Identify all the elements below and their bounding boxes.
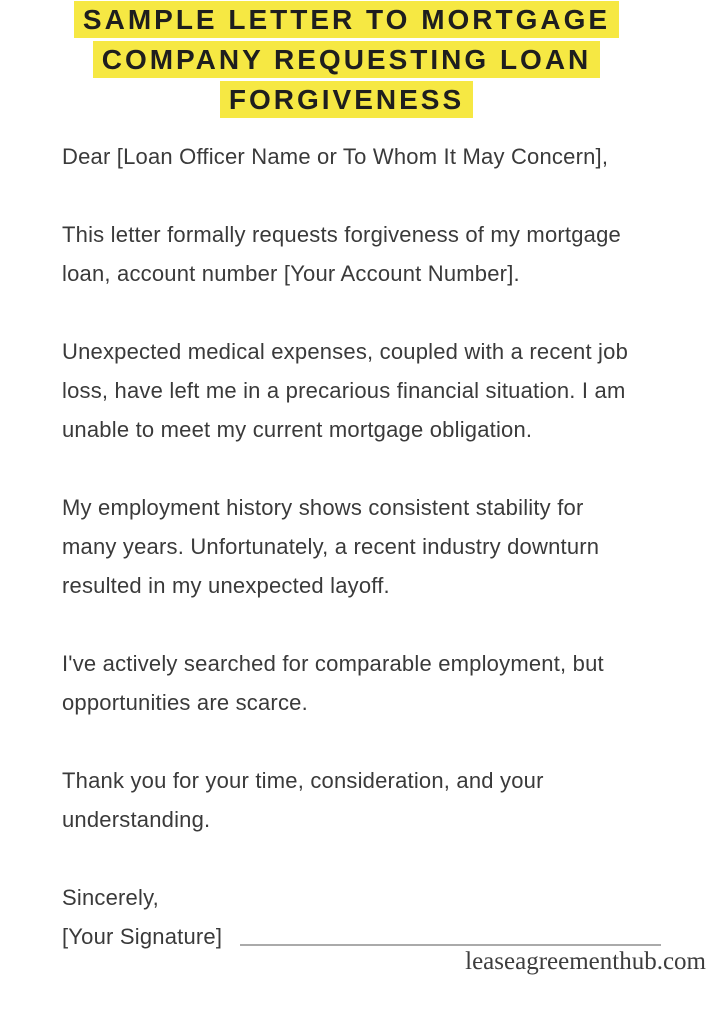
letter-body bbox=[0, 137, 720, 956]
paragraph-employment-history bbox=[62, 488, 720, 605]
salutation-line: Dear [Loan Officer Name or To Whom It May Concern], bbox=[62, 144, 609, 169]
paragraph-line: My employment history shows consistent stability for bbox=[62, 495, 584, 520]
signature-line-rule bbox=[240, 944, 661, 946]
paragraph-line: unable to meet my current mortgage obligation. bbox=[62, 417, 533, 442]
letter-title bbox=[0, 0, 693, 120]
paragraph-line: Thank you for your time, consideration, and your bbox=[62, 768, 544, 793]
paragraph-hardship bbox=[62, 332, 720, 449]
paragraph-request bbox=[62, 215, 720, 293]
paragraph-line: loss, have left me in a precarious financial situation. I am bbox=[62, 378, 626, 403]
signature-placeholder: [Your Signature] bbox=[62, 924, 223, 949]
paragraph-line: loan, account number [Your Account Number]. bbox=[62, 261, 520, 286]
paragraph-line: many years. Unfortunately, a recent industry downturn bbox=[62, 534, 600, 559]
salutation bbox=[62, 137, 720, 176]
paragraph-line: opportunities are scarce. bbox=[62, 690, 308, 715]
closing-line: Sincerely, bbox=[62, 885, 159, 910]
paragraph-line: Unexpected medical expenses, coupled with a recent job bbox=[62, 339, 629, 364]
paragraph-line: I've actively searched for comparable employment, but bbox=[62, 651, 604, 676]
title-highlight-line-3: FORGIVENESS bbox=[220, 81, 473, 118]
paragraph-job-search bbox=[62, 644, 720, 722]
title-highlight-line-2: COMPANY REQUESTING LOAN bbox=[93, 41, 601, 78]
paragraph-line: resulted in my unexpected layoff. bbox=[62, 573, 390, 598]
title-highlight-line-1: SAMPLE LETTER TO MORTGAGE bbox=[74, 1, 619, 38]
paragraph-line: This letter formally requests forgiveness of my mortgage bbox=[62, 222, 621, 247]
paragraph-thanks bbox=[62, 761, 720, 839]
paragraph-line: understanding. bbox=[62, 807, 211, 832]
footer-website: leaseagreementhub.com bbox=[465, 948, 706, 975]
